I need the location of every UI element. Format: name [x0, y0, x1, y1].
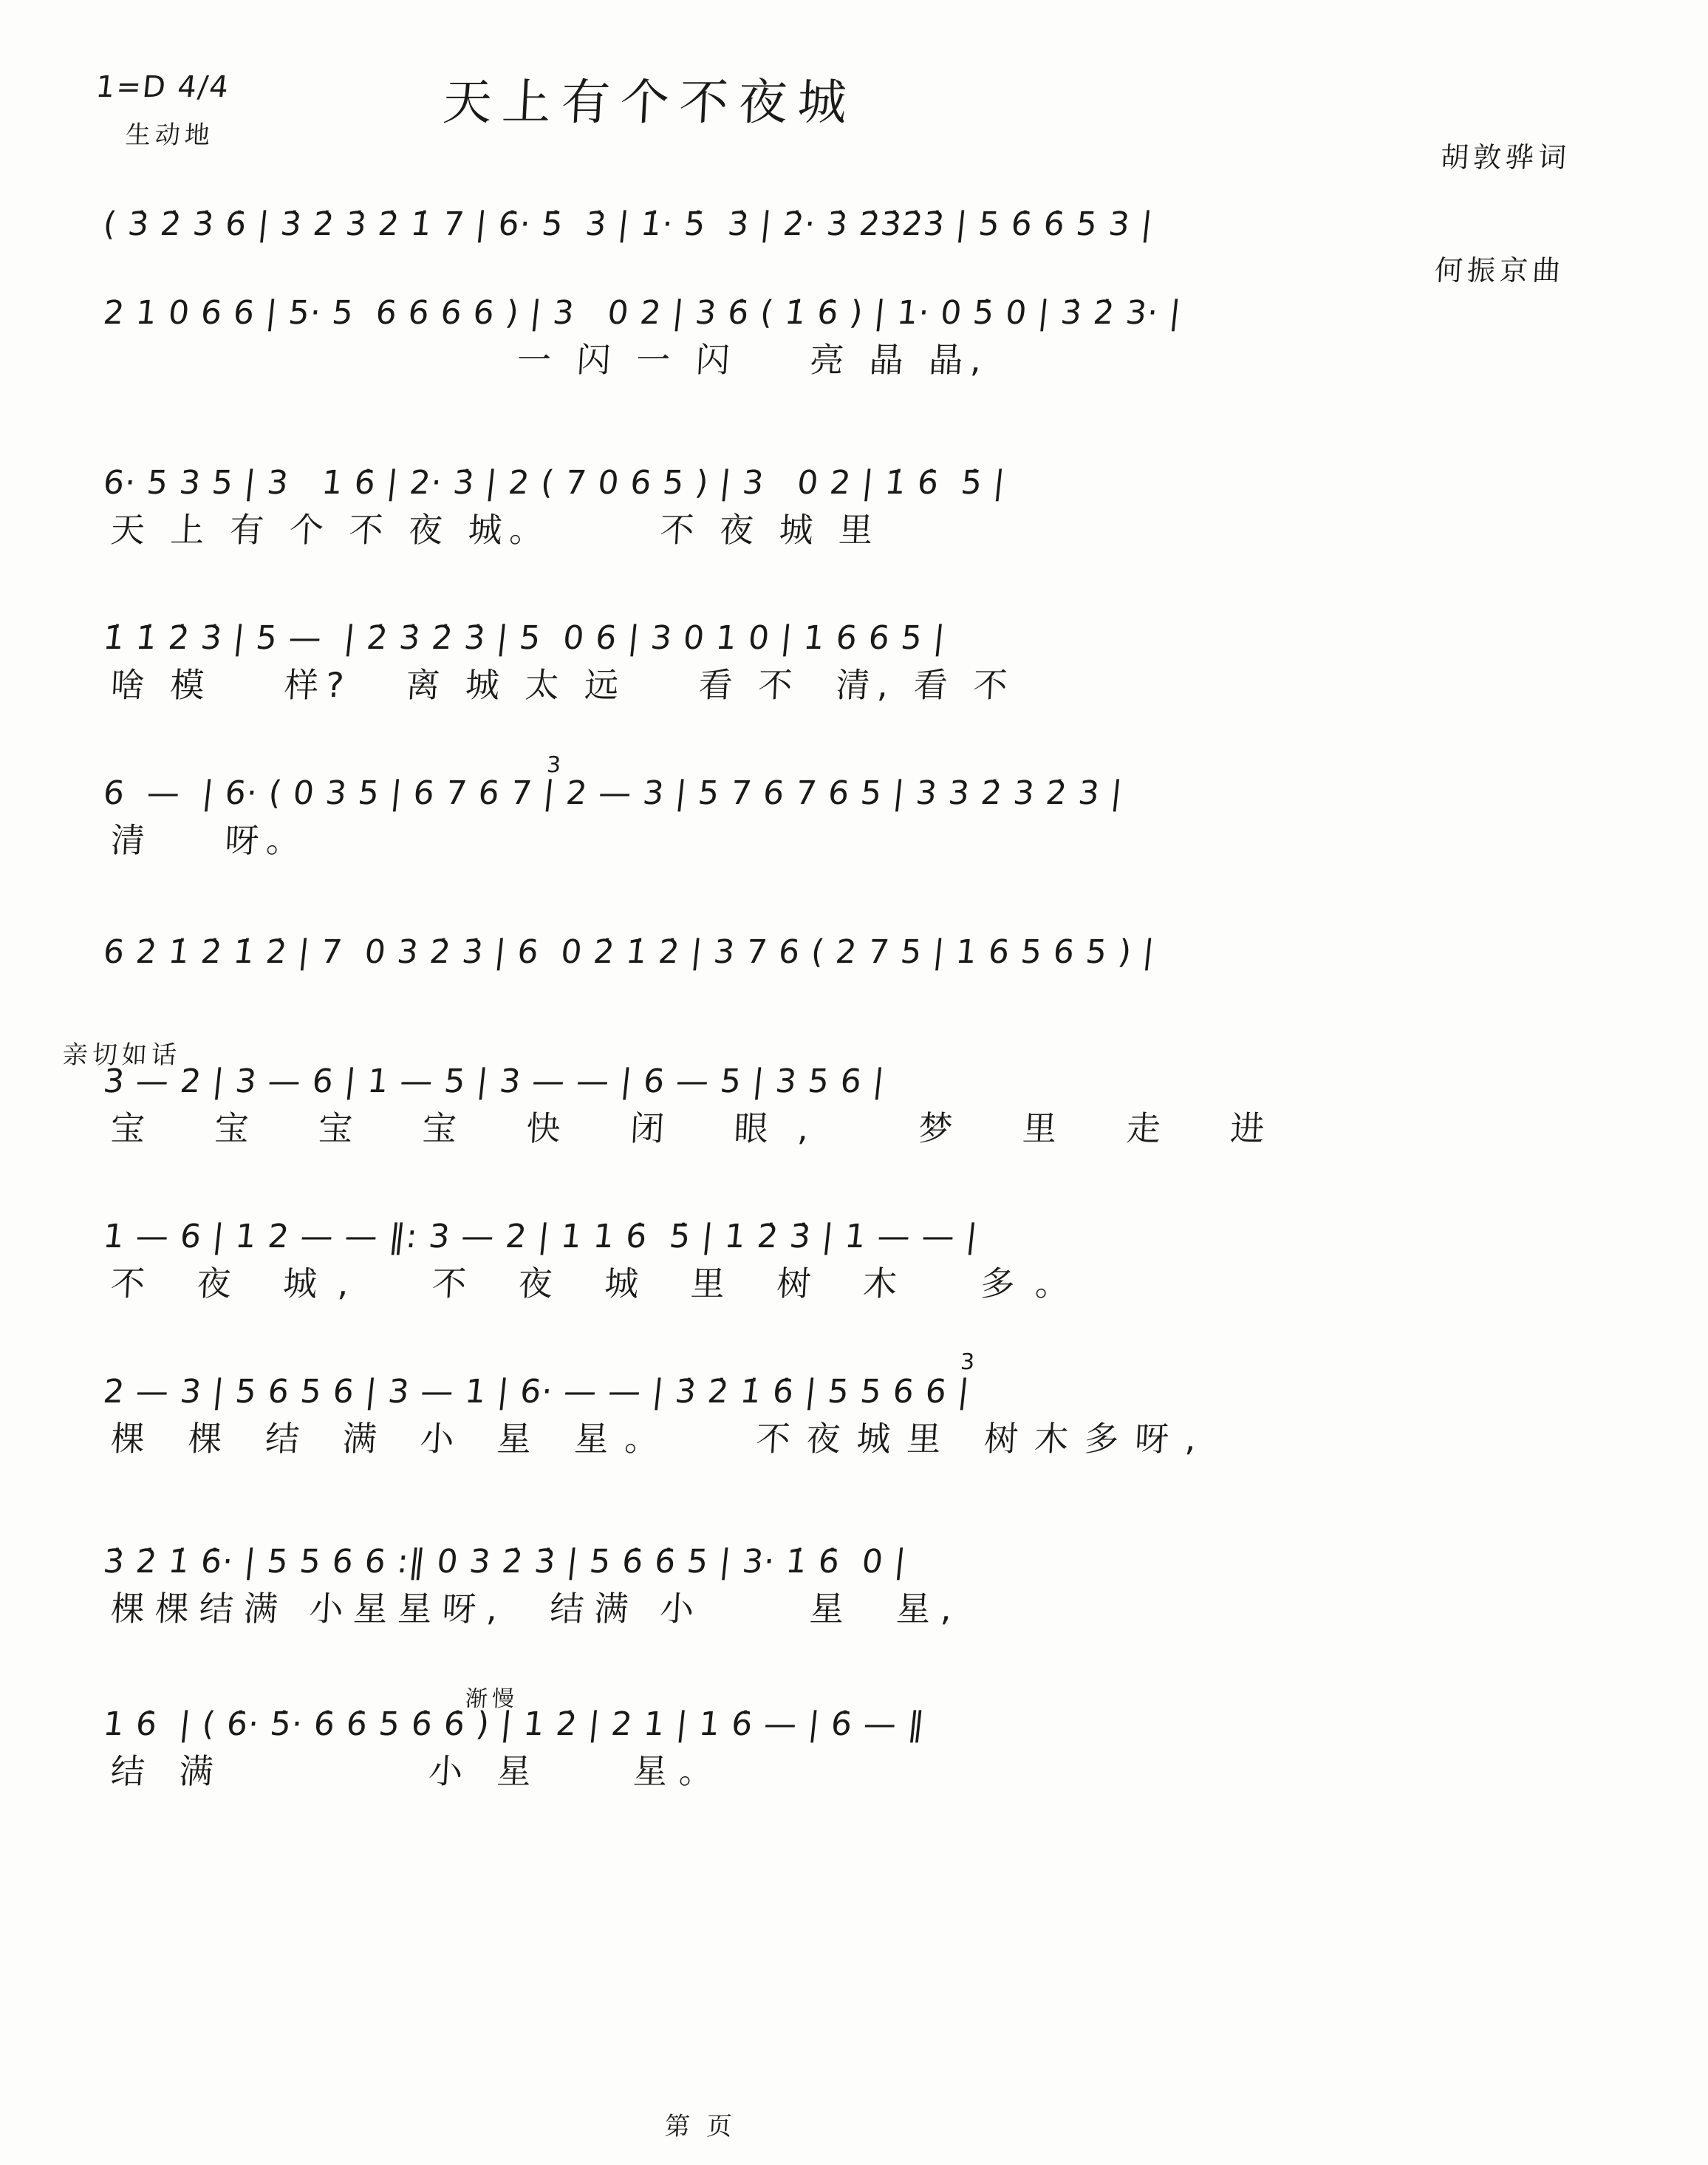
notation-line: 1̇ 1̇ 2̇ 3̇ | 5 — | 2̇ 3̇ 2̇ 3̇ | 5 0 6 | 3 0 1 0 | 1 6 6 5 |	[101, 619, 948, 657]
lyrics-line: 棵 棵 结 满 小 星 星。 不夜城里 树木多呀,	[109, 1419, 1214, 1459]
notation-line: 3̇ 2̇ 1̇ 6̇· | 5 5 6 6 :‖ 0 3 2̇ 3̇ | 5 6̇ 6̇ 5 | 3· 1̇ 6̇ 0 |	[101, 1543, 909, 1581]
notation-line: 6 — | 6· ( 0 3 5 | 6 7 6 7 | 2 — 3 | 5 7 6 7 6 5 | 3 3 2̇ 3 2̇ 3 |	[101, 774, 1125, 812]
music-system-1	[103, 207, 1588, 253]
notation-line: 1 — 6 | 1 2 — — ‖: 3 — 2 | 1 1 6̇ 5̇ | 1 2̇ 3̇ | 1 — — |	[101, 1218, 980, 1255]
music-system-8	[103, 1219, 1588, 1303]
notation-line: 6· 5 3 5 | 3 1 6̇ | 2· 3̇ | 2 ( 7 0 6 5 ) | 3 0 2 | 1̇ 6̇ 5̇ |	[101, 464, 1008, 502]
music-system-4	[103, 621, 1588, 704]
lyrics-line: 天 上 有 个 不 夜 城。 不 夜 城 里	[109, 510, 881, 550]
credit-lyricist: 胡敦骅词	[1439, 140, 1572, 174]
notation-line: 1 6̇ | ( 6̇· 5̇· 6̇ 6̇ 5 6̇ 6̇ ) | 1 2̇ | 2 1 | 1 6̇ — | 6̇ — ‖	[101, 1705, 927, 1743]
expression-mark-tenderly: 亲切如话	[61, 1040, 182, 1070]
notation-line: ( 3̇ 2̇ 3̇ 6̇ | 3̇ 2̇ 3̇ 2̇ 1̇ 7 | 6̇· 5̇ 3̇ | 1̇· 5̇ 3̇ | 2̇· 3̇ 2̇3̇2̇3̇ | 5 6̇ 6̇ 5 3 |	[101, 205, 1155, 243]
lyrics-line: 啥 模 样? 离 城 太 远 看 不 清, 看 不	[109, 665, 1016, 706]
notation-line: 2 1 0 6 6 | 5· 5 6 6 6 6 ) | 3 0 2 | 3 6̇ ( 1̇ 6̇ ) | 1· 0 5̇ 0 | 3̇ 2̇ 3· |	[101, 294, 1183, 332]
notation-line: 2 — 3 | 5 6 5 6 | 3 — 1 | 6· — — | 3̇ 2̇ 1̇ 6̇ | 5 5 6 6 |	[101, 1373, 972, 1411]
expression-mark-ritardando: 渐慢	[464, 1686, 519, 1712]
lyrics-line: 宝 宝 宝 宝 快 闭 眼, 梦 里 走 进	[109, 1108, 1295, 1149]
notation-line: 3 — 2 | 3 — 6 | 1 — 5 | 3 — — | 6 — 5 | 3 5 6 |	[101, 1063, 887, 1100]
page-footer: 第 页	[663, 2112, 737, 2141]
music-system-2	[103, 296, 1588, 379]
lyrics-line: 结 满 小 星 星。	[109, 1751, 726, 1792]
lyrics-line: 不 夜 城, 不 夜 城 里 树 木 多。	[109, 1264, 1091, 1304]
music-system-10	[103, 1544, 1588, 1628]
music-system-5	[101, 752, 1588, 861]
notation-line: 6 2̇ 1̇ 2̇ 1̇ 2̇ | 7 0 3 2̇ 3̇ | 6 0 2̇ 1̇ 2̇ | 3 7 6 ( 2 7 5 | 1 6 5 6 5 ) |	[101, 933, 1157, 971]
music-system-6	[103, 935, 1588, 981]
lyrics-line: 一 闪 一 闪 亮 晶 晶,	[516, 340, 990, 381]
music-system-7	[103, 1064, 1588, 1148]
key-signature: 1=D 4/4	[94, 70, 232, 104]
music-system-9	[101, 1349, 1588, 1459]
music-system-3	[103, 466, 1588, 549]
credit-composer: 何振京曲	[1433, 254, 1566, 287]
triplet-mark: 3	[960, 1349, 980, 1375]
tempo-expression: 生动地	[124, 120, 215, 150]
music-system-11	[101, 1686, 1588, 1792]
lyrics-line: 棵棵结满 小星星呀, 结满 小 星 星,	[109, 1589, 963, 1629]
lyrics-line: 清 呀。	[109, 820, 309, 861]
page-title: 天上有个不夜城	[441, 74, 858, 131]
triplet-mark: 3	[546, 752, 567, 778]
